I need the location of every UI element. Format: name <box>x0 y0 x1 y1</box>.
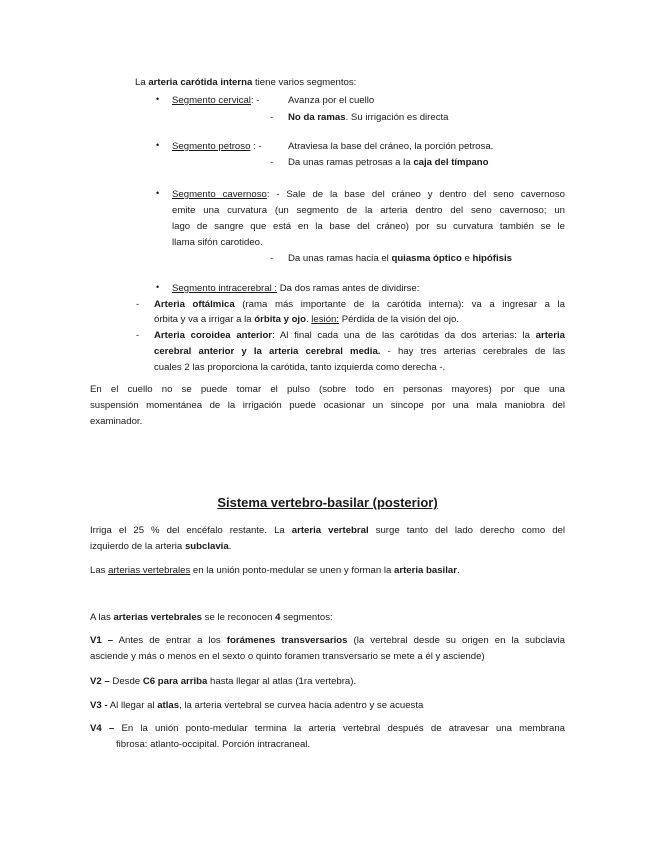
bullet-intracerebral: • <box>156 282 160 292</box>
petroso-dash-2: - <box>270 157 274 168</box>
cavernoso-line-2: emite una curvatura (un segmento de la arteria dentro del seno cavernoso; un <box>172 205 565 216</box>
cervical-dash-2: - <box>270 112 274 123</box>
v1-line-1: V1 – Antes de entrar a los forámenes transversarios (la vertebral desde su origen en la subclavia <box>90 635 565 646</box>
coroidea-line-2: cerebral anterior y la arteria cerebral media. - hay tres arterias cerebrales de las <box>154 346 565 357</box>
neck-line-3: examinador. <box>90 416 143 427</box>
cavernoso-dash-2: - <box>270 253 274 264</box>
coroidea-line-1: Arteria coroidea anterior: Al final cada una de las carótidas da dos arterias: la arteria <box>154 330 566 341</box>
bullet-petroso: • <box>156 140 160 150</box>
cervical-item-1: Avanza por el cuello <box>288 95 375 106</box>
carotid-intro: La arteria carótida interna tiene varios segmentos: <box>135 77 357 88</box>
cavernoso-item-2: Da unas ramas hacia el quiasma óptico e hipófisis <box>288 253 512 264</box>
vertebro-p1-line-1: Irriga el 25 % del encéfalo restante. La arteria vertebral surge tanto del lado derecho como del <box>90 525 565 536</box>
bullet-cervical: • <box>156 94 160 104</box>
petroso-item-2: Da unas ramas petrosas a la caja del tímpano <box>288 157 489 168</box>
cavernoso-line-4: llama sifón carotideo. <box>172 237 263 248</box>
v1-line-2: asciende y más o menos en el sexto o quinto foramen transversario se mete a él y asciende) <box>90 651 485 662</box>
coroidea-dash: - <box>136 330 140 341</box>
v4-line-2: fibrosa: atlanto-occipital. Porción intracraneal. <box>116 739 311 750</box>
cervical-item-2: No da ramas. Su irrigación es directa <box>288 112 449 123</box>
v2-line: V2 – Desde C6 para arriba hasta llegar al atlas (1ra vertebra). <box>90 676 357 687</box>
neck-line-1: En el cuello no se puede tomar el pulso (sobre todo en personas mayores) por que una <box>90 384 565 395</box>
cavernoso-line-1: Segmento cavernoso: - Sale de la base del cráneo y dentro del seno cavernoso <box>172 189 565 200</box>
section-title: Sistema vertebro-basilar (posterior) <box>217 495 438 510</box>
v3-line: V3 - Al llegar al atlas, la arteria vertebral se curvea hacia adentro y se acuesta <box>90 700 424 711</box>
bullet-cavernoso: • <box>156 188 160 198</box>
cavernoso-line-3: lago de sangre que está en la base del cráneo) por su curvatura también se le <box>172 221 565 232</box>
segment-petroso: Segmento petroso : - <box>172 141 262 152</box>
v4-line-1: V4 – En la unión ponto-medular termina la arteria vertebral después de atravesar una membrana <box>90 723 565 734</box>
oftalmica-line-2: órbita y va a irrigar a la órbita y ojo. lesión: Pérdida de la visión del ojo. <box>154 314 460 325</box>
vertebro-p1-line-2: izquierdo de la arteria subclavia. <box>90 541 232 552</box>
vertebro-p2: Las arterias vertebrales en la unión ponto-medular se unen y forman la arteria basilar. <box>90 565 460 576</box>
neck-line-2: suspensión momentánea de la irrigación puede ocasionar un sincope por una mala maniobra del <box>90 400 565 411</box>
vertebro-p3: A las arterias vertebrales se le reconocen 4 segmentos: <box>90 612 333 623</box>
oftalmica-dash: - <box>136 299 140 310</box>
segment-cervical: Segmento cervical: - <box>172 95 260 106</box>
segment-intracerebral: Segmento intracerebral : Da dos ramas antes de dividirse: <box>172 283 420 294</box>
coroidea-line-3: cuales 2 las proporciona la carótida, tanto izquierda como derecha -. <box>154 362 446 373</box>
oftalmica-line-1: Arteria oftálmica (rama más importante de la carótida interna): va a ingresar a la <box>154 299 565 310</box>
petroso-item-1: Atraviesa la base del cráneo, la porción petrosa. <box>288 141 494 152</box>
